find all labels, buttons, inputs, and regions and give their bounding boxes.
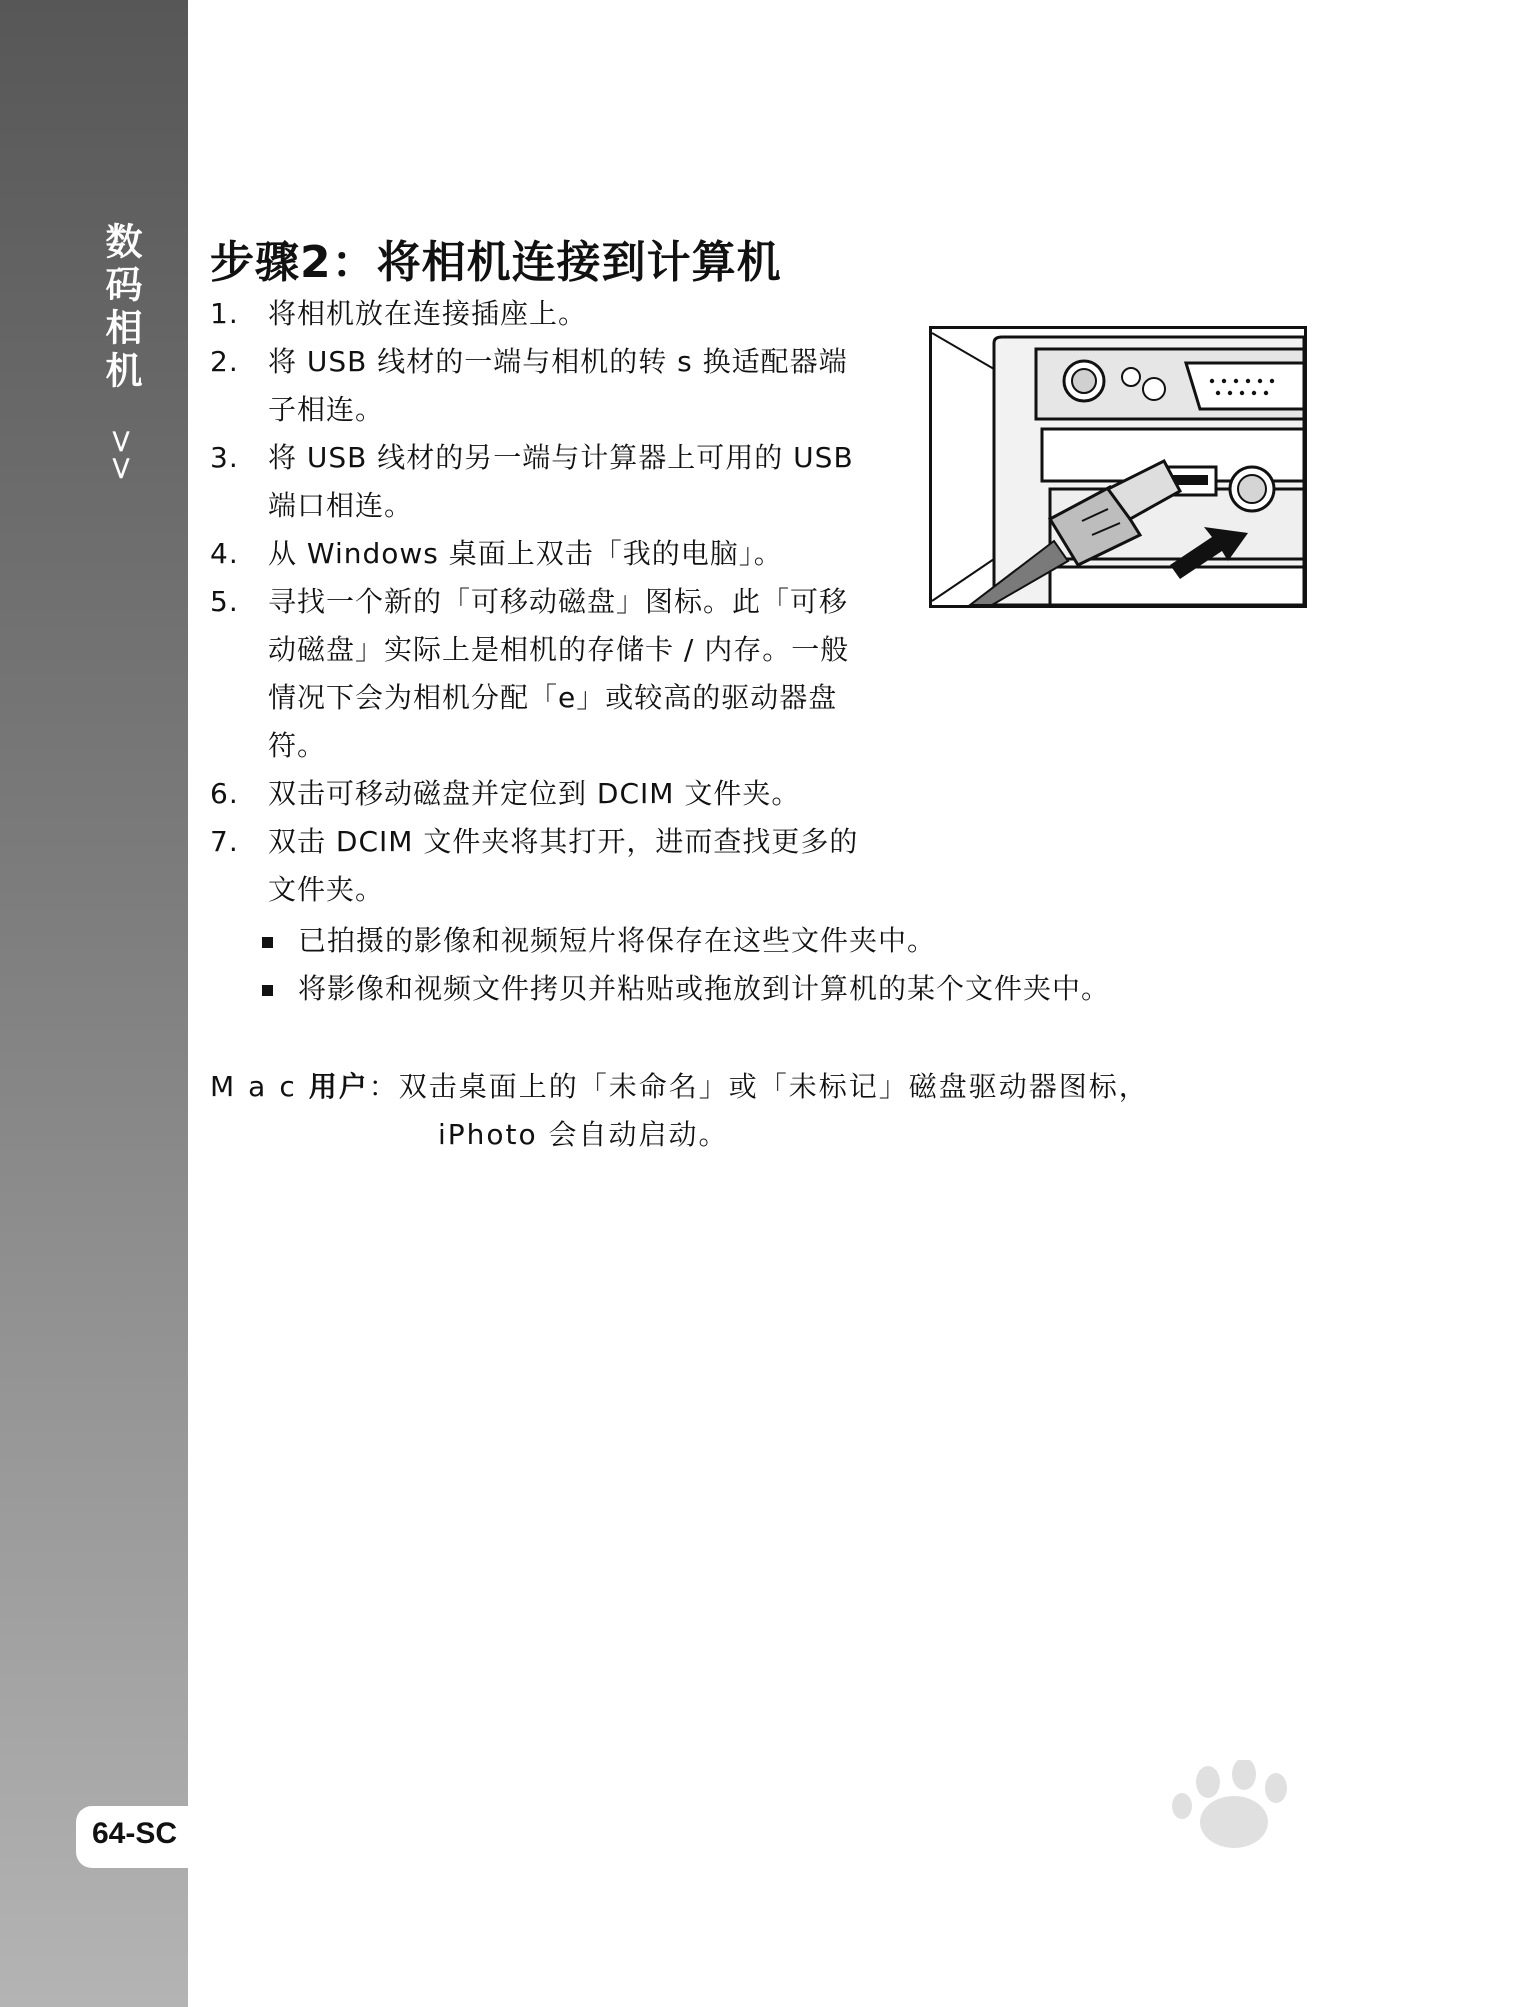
bullet-text: 将影像和视频文件拷贝并粘贴或拖放到计算机的某个文件夹中。 (298, 972, 1111, 1005)
bullet-list (262, 917, 1110, 1013)
step-text: 从 Windows 桌面上双击「我的电脑」。 (268, 537, 783, 570)
step-text: 将相机放在连接插座上。 (268, 297, 588, 330)
step-text: 双击可移动磁盘并定位到 DCIM 文件夹。 (268, 777, 801, 810)
step-list (210, 290, 870, 914)
step-number: 2. (210, 345, 239, 378)
step-number: 3. (210, 441, 239, 474)
step-number: 6. (210, 777, 239, 810)
step-number: 1. (210, 297, 239, 330)
mac-user-note (210, 1063, 1149, 1111)
side-tab (0, 0, 188, 2007)
step-text: 寻找一个新的「可移动磁盘」图标。此「可移动磁盘」实际上是相机的存储卡 / 内存。一般情况下会为相机分配「e」或较高的驱动器盘符。 (268, 585, 850, 762)
usb-connection-illustration (929, 326, 1307, 608)
step-text: 将 USB 线材的一端与相机的转 s 换适配器端子相连。 (268, 345, 848, 426)
user-label: 用户 (308, 1070, 369, 1103)
list-item (210, 818, 868, 914)
step-text: 双击 DCIM 文件夹将其打开，进而查找更多的文件夹。 (268, 825, 859, 906)
paw-logo-icon (1060, 1760, 1440, 1970)
mac-note-text-continued: iPhoto 会自动启动。 (438, 1118, 729, 1151)
mac-note-text: ：双击桌面上的「未命名」或「未标记」磁盘驱动器图标， (368, 1070, 1149, 1103)
step-text: 将 USB 线材的另一端与计算器上可用的 USB 端口相连。 (268, 441, 854, 522)
watermark (1060, 1760, 1440, 1970)
list-item (210, 770, 908, 818)
computer-usb-port-drawing (932, 329, 1304, 605)
bullet-text: 已拍摄的影像和视频短片将保存在这些文件夹中。 (298, 924, 937, 957)
step-number: 4. (210, 537, 239, 570)
step-number: 7. (210, 825, 239, 858)
list-item (210, 434, 868, 530)
list-item (262, 917, 1110, 965)
step-number: 5. (210, 585, 239, 618)
sidebar-title: 数码相机 (99, 222, 142, 394)
list-item (262, 965, 1110, 1013)
list-item (210, 578, 868, 770)
bullet-square-icon (262, 937, 273, 948)
mac-label: Mac (210, 1070, 309, 1103)
page-number: 64-SC (92, 1817, 178, 1850)
bullet-square-icon (262, 985, 273, 996)
list-item (210, 530, 908, 578)
list-item (210, 338, 868, 434)
list-item (210, 290, 908, 338)
page-title: 步骤2：将相机连接到计算机 (210, 237, 782, 288)
chevron-icon: >> (103, 428, 141, 482)
